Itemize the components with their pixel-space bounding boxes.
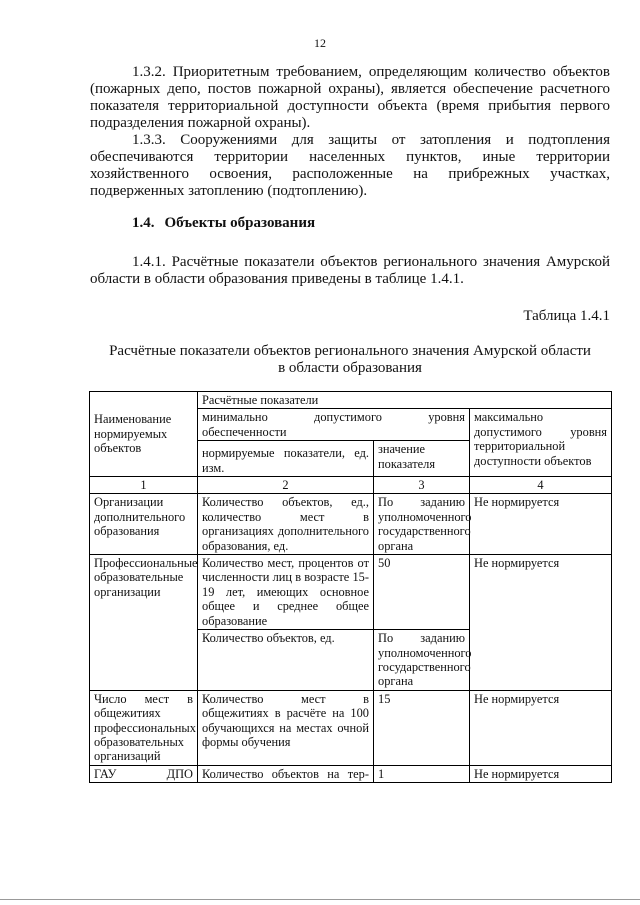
row3-value: 15 [374,690,470,765]
table-row [90,690,612,765]
row2-indicator-b: Количество объектов, ед. [198,630,374,691]
indicators-table [89,391,612,783]
table-title-line-1: Расчётные показатели объектов регионального значения Амурской области [109,343,591,359]
row2-value-a: 50 [374,555,470,630]
row4-indicator: Количество объектов на тер- [198,765,374,782]
table-row [90,555,612,630]
table-row [90,494,612,555]
header-calc-indicators: Расчётные показатели [198,392,612,409]
header-norm-indicators: нормируемые показатели, ед. изм. [198,441,374,477]
header-max-level: максимально допустимого уровня территориальной доступности объектов [470,409,612,477]
col-number-4: 4 [470,477,612,494]
table-title-line-2: в области образования [278,360,422,376]
col-number-3: 3 [374,477,470,494]
paragraph-1-3-3: 1.3.3. Сооружениями для защиты от затопления и подтопления обеспечиваются территории населенных пунктов, иные территории хозяйственного освоения, расположенные на прибрежных участках, подверженных затоплению (подтоплению). [90,132,610,199]
page-number: 12 [314,36,326,50]
row3-max: Не нормируется [470,690,612,765]
row4-max: Не нормируется [470,765,612,782]
row1-object: Организации дополнительного образования [90,494,198,555]
row2-indicator-a: Количество мест, процентов от численности лиц в возрасте 15-19 лет, имеющих основное общее и среднее общее образование [198,555,374,630]
header-object-name: Наименование нормируемых объектов [90,392,198,477]
row3-object: Число мест в общежитиях профессиональных образовательных организаций [90,690,198,765]
section-title: Объекты образования [164,215,316,231]
paragraph-1-3-2: 1.3.2. Приоритетным требованием, определяющим количество объектов (пожарных депо, постов пожарной охраны), является обеспечение расчетного показателя территориальной доступности объекта (время прибытия первого подразделения пожарной охраны). [90,64,610,131]
row2-value-b: По заданию уполномоченного государственного органа [374,630,470,691]
row2-max: Не нормируется [470,555,612,691]
section-heading [132,215,315,232]
row1-value: По заданию уполномоченного государственного органа [374,494,470,555]
table-label: Таблица 1.4.1 [523,308,610,324]
header-value: значение показателя [374,441,470,477]
row4-value: 1 [374,765,470,782]
col-number-1: 1 [90,477,198,494]
col-number-2: 2 [198,477,374,494]
table-row [90,765,612,782]
row1-max: Не нормируется [470,494,612,555]
row2-object: Профессиональные образовательные организации [90,555,198,691]
row1-indicator: Количество объектов, ед., количество мест в организациях дополнительного образования, ед. [198,494,374,555]
header-min-level: минимально допустимого уровня обеспеченности [198,409,470,441]
row3-indicator: Количество мест в общежитиях в расчёте на 100 обучающихся на местах очной формы обучения [198,690,374,765]
table-title [90,343,610,377]
row4-object: ГАУ ДПО [90,765,198,782]
section-number: 1.4. [132,215,155,231]
page-bottom-edge [0,899,640,900]
paragraph-1-4-1: 1.4.1. Расчётные показатели объектов регионального значения Амурской области в области образования приведены в таблице 1.4.1. [90,254,610,287]
